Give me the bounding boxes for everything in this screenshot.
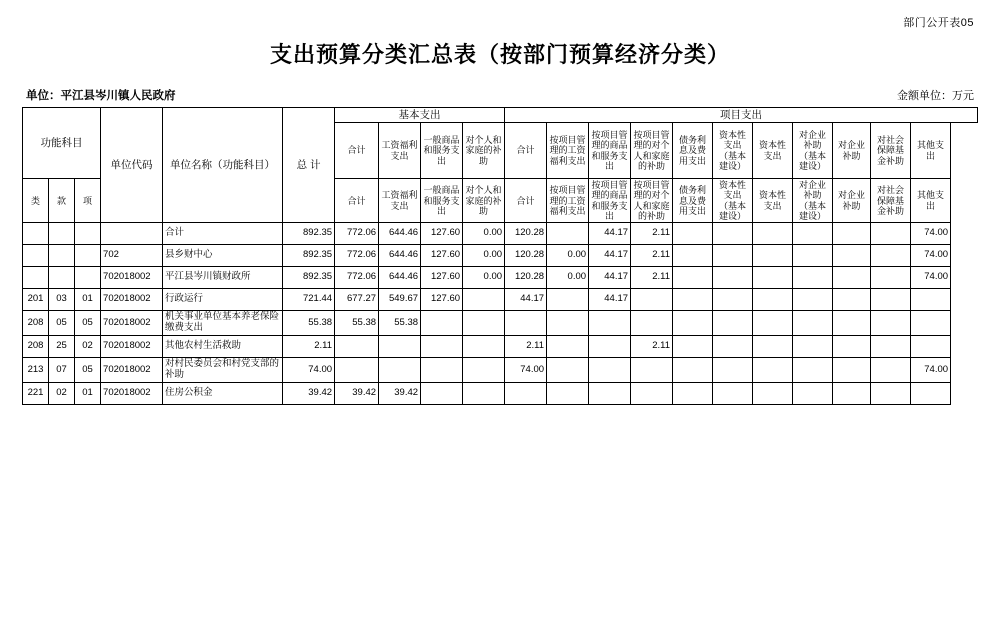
cell-kuan: 25 — [49, 336, 75, 358]
table-row — [23, 358, 978, 383]
cell-kuan: 03 — [49, 289, 75, 311]
cell-basic-salary-welfare: 644.46 — [379, 223, 421, 245]
cell-basic-personal-family: 0.00 — [463, 223, 505, 245]
cell-basic-goods-services: 127.60 — [421, 223, 463, 245]
amount-unit-label: 金额单位：万元 — [897, 90, 974, 102]
form-number-label: 部门公开表05 — [903, 17, 974, 29]
table-row — [23, 223, 978, 245]
header-project-enterprise-2: 对企业补助 — [833, 179, 871, 223]
table-body — [23, 223, 978, 405]
cell-project-personal-family: 2.11 — [631, 223, 673, 245]
cell-unit-code — [101, 223, 163, 245]
cell-xiang: 01 — [75, 383, 101, 405]
cell-project-salary-welfare — [547, 289, 589, 311]
cell-lei — [23, 223, 49, 245]
cell-total: 892.35 — [283, 245, 335, 267]
cell-unit-name: 合计 — [163, 223, 283, 245]
cell-basic-salary-welfare: 39.42 — [379, 383, 421, 405]
cell-kuan: 02 — [49, 383, 75, 405]
table-header-group-row — [23, 108, 978, 123]
cell-project-enterprise-basic — [793, 383, 833, 405]
header-project-debt-interest: 债务利息及费用支出 — [673, 123, 713, 179]
header-project-goods-services: 按项目管理的商品和服务支出 — [589, 123, 631, 179]
cell-project-capital-basic — [713, 336, 753, 358]
header-basic-salary-welfare: 工资福利支出 — [379, 123, 421, 179]
cell-project-total: 120.28 — [505, 223, 547, 245]
cell-basic-total: 772.06 — [335, 267, 379, 289]
cell-basic-salary-welfare — [379, 358, 421, 383]
cell-project-personal-family — [631, 311, 673, 336]
cell-project-total: 74.00 — [505, 358, 547, 383]
cell-project-social-security — [871, 358, 911, 383]
cell-project-salary-welfare: 0.00 — [547, 267, 589, 289]
cell-unit-code: 702018002 — [101, 336, 163, 358]
cell-project-salary-welfare — [547, 336, 589, 358]
cell-unit-name: 机关事业单位基本养老保险缴费支出 — [163, 311, 283, 336]
cell-basic-personal-family — [463, 358, 505, 383]
header-project-salary-welfare-2: 按项目管理的工资福利支出 — [547, 179, 589, 223]
budget-table — [22, 107, 978, 405]
cell-xiang — [75, 245, 101, 267]
cell-unit-name: 对村民委员会和村党支部的补助 — [163, 358, 283, 383]
cell-project-debt-interest — [673, 245, 713, 267]
cell-project-enterprise — [833, 289, 871, 311]
cell-project-total — [505, 311, 547, 336]
header-xiang: 项 — [75, 179, 101, 223]
cell-project-capital — [753, 383, 793, 405]
table-row — [23, 267, 978, 289]
header-function-subject: 功能科目 — [23, 108, 101, 179]
cell-project-debt-interest — [673, 267, 713, 289]
header-basic-expenditure: 基本支出 — [335, 108, 505, 123]
cell-project-other — [911, 311, 951, 336]
cell-project-salary-welfare — [547, 223, 589, 245]
header-project-other-2: 其他支出 — [911, 179, 951, 223]
cell-lei: 213 — [23, 358, 49, 383]
header-project-enterprise: 对企业补助 — [833, 123, 871, 179]
cell-project-enterprise-basic — [793, 289, 833, 311]
cell-project-enterprise — [833, 245, 871, 267]
header-basic-salary-welfare-2: 工资福利支出 — [379, 179, 421, 223]
cell-unit-code: 702 — [101, 245, 163, 267]
cell-project-enterprise-basic — [793, 245, 833, 267]
cell-project-personal-family: 2.11 — [631, 267, 673, 289]
cell-total: 55.38 — [283, 311, 335, 336]
cell-basic-total: 39.42 — [335, 383, 379, 405]
cell-basic-salary-welfare: 55.38 — [379, 311, 421, 336]
cell-kuan: 07 — [49, 358, 75, 383]
cell-basic-goods-services: 127.60 — [421, 289, 463, 311]
cell-project-salary-welfare — [547, 383, 589, 405]
cell-project-capital — [753, 311, 793, 336]
cell-unit-code: 702018002 — [101, 289, 163, 311]
cell-project-personal-family — [631, 289, 673, 311]
header-basic-personal-family-2: 对个人和家庭的补助 — [463, 179, 505, 223]
cell-project-enterprise-basic — [793, 358, 833, 383]
cell-xiang — [75, 223, 101, 245]
cell-project-enterprise — [833, 311, 871, 336]
cell-basic-total — [335, 358, 379, 383]
cell-project-other — [911, 289, 951, 311]
cell-project-social-security — [871, 289, 911, 311]
cell-lei: 208 — [23, 336, 49, 358]
cell-project-total: 2.11 — [505, 336, 547, 358]
table-row — [23, 245, 978, 267]
header-project-social-security: 对社会保障基金补助 — [871, 123, 911, 179]
header-basic-goods-services-2: 一般商品和服务支出 — [421, 179, 463, 223]
cell-project-total: 44.17 — [505, 289, 547, 311]
cell-unit-name: 平江县岑川镇财政所 — [163, 267, 283, 289]
cell-project-salary-welfare — [547, 358, 589, 383]
cell-lei — [23, 267, 49, 289]
cell-total: 74.00 — [283, 358, 335, 383]
cell-project-capital — [753, 223, 793, 245]
cell-basic-total — [335, 336, 379, 358]
cell-project-debt-interest — [673, 383, 713, 405]
cell-xiang: 02 — [75, 336, 101, 358]
cell-project-capital-basic — [713, 289, 753, 311]
cell-unit-code: 702018002 — [101, 267, 163, 289]
cell-project-enterprise — [833, 267, 871, 289]
header-total: 总 计 — [283, 108, 335, 223]
cell-basic-salary-welfare — [379, 336, 421, 358]
header-kuan: 款 — [49, 179, 75, 223]
unit-label: 单位：平江县岑川镇人民政府 — [26, 90, 176, 102]
cell-unit-name: 行政运行 — [163, 289, 283, 311]
cell-lei: 201 — [23, 289, 49, 311]
header-project-total-2: 合计 — [505, 179, 547, 223]
cell-project-goods-services: 44.17 — [589, 245, 631, 267]
cell-basic-personal-family — [463, 289, 505, 311]
cell-project-capital — [753, 336, 793, 358]
cell-basic-personal-family — [463, 311, 505, 336]
header-project-personal-family: 按项目管理的对个人和家庭的补助 — [631, 123, 673, 179]
cell-basic-total: 772.06 — [335, 223, 379, 245]
cell-total: 39.42 — [283, 383, 335, 405]
header-project-expenditure: 项目支出 — [505, 108, 978, 123]
cell-basic-goods-services: 127.60 — [421, 245, 463, 267]
cell-project-social-security — [871, 223, 911, 245]
header-project-capital-basic-2: 资本性支出（基本建设） — [713, 179, 753, 223]
cell-project-capital-basic — [713, 223, 753, 245]
cell-project-personal-family: 2.11 — [631, 245, 673, 267]
cell-kuan — [49, 267, 75, 289]
cell-project-goods-services — [589, 358, 631, 383]
cell-basic-goods-services — [421, 383, 463, 405]
cell-project-goods-services — [589, 336, 631, 358]
header-basic-personal-family: 对个人和家庭的补助 — [463, 123, 505, 179]
cell-project-capital-basic — [713, 383, 753, 405]
cell-project-enterprise — [833, 336, 871, 358]
cell-project-other — [911, 336, 951, 358]
header-basic-goods-services: 一般商品和服务支出 — [421, 123, 463, 179]
cell-basic-salary-welfare: 644.46 — [379, 245, 421, 267]
cell-project-debt-interest — [673, 336, 713, 358]
cell-kuan: 05 — [49, 311, 75, 336]
cell-project-other: 74.00 — [911, 267, 951, 289]
cell-project-capital-basic — [713, 358, 753, 383]
cell-total: 892.35 — [283, 223, 335, 245]
cell-project-social-security — [871, 336, 911, 358]
cell-project-capital — [753, 267, 793, 289]
cell-project-capital-basic — [713, 267, 753, 289]
cell-project-goods-services: 44.17 — [589, 223, 631, 245]
cell-project-enterprise-basic — [793, 311, 833, 336]
cell-project-personal-family: 2.11 — [631, 336, 673, 358]
cell-project-other: 74.00 — [911, 223, 951, 245]
cell-project-other — [911, 383, 951, 405]
cell-xiang: 01 — [75, 289, 101, 311]
cell-project-total — [505, 383, 547, 405]
cell-basic-goods-services — [421, 358, 463, 383]
cell-total: 892.35 — [283, 267, 335, 289]
cell-project-goods-services — [589, 383, 631, 405]
cell-project-enterprise-basic — [793, 267, 833, 289]
cell-project-goods-services — [589, 311, 631, 336]
cell-project-debt-interest — [673, 289, 713, 311]
cell-project-personal-family — [631, 383, 673, 405]
cell-project-debt-interest — [673, 358, 713, 383]
cell-kuan — [49, 245, 75, 267]
cell-project-enterprise-basic — [793, 223, 833, 245]
cell-project-other: 74.00 — [911, 245, 951, 267]
table-row — [23, 336, 978, 358]
cell-project-enterprise-basic — [793, 336, 833, 358]
cell-project-social-security — [871, 267, 911, 289]
header-project-salary-welfare: 按项目管理的工资福利支出 — [547, 123, 589, 179]
cell-total: 2.11 — [283, 336, 335, 358]
cell-xiang: 05 — [75, 358, 101, 383]
page-title: 支出预算分类汇总表（按部门预算经济分类） — [269, 42, 730, 67]
cell-project-capital — [753, 289, 793, 311]
header-project-capital-2: 资本性支出 — [753, 179, 793, 223]
cell-basic-total: 772.06 — [335, 245, 379, 267]
cell-lei — [23, 245, 49, 267]
cell-project-capital — [753, 245, 793, 267]
table-row — [23, 383, 978, 405]
cell-total: 721.44 — [283, 289, 335, 311]
cell-lei: 221 — [23, 383, 49, 405]
header-project-goods-services-2: 按项目管理的商品和服务支出 — [589, 179, 631, 223]
cell-basic-total: 55.38 — [335, 311, 379, 336]
header-unit-name: 单位名称（功能科目） — [163, 108, 283, 223]
cell-project-capital-basic — [713, 245, 753, 267]
cell-project-debt-interest — [673, 223, 713, 245]
cell-basic-personal-family — [463, 336, 505, 358]
header-unit-code: 单位代码 — [101, 108, 163, 223]
cell-project-total: 120.28 — [505, 245, 547, 267]
cell-kuan — [49, 223, 75, 245]
cell-basic-goods-services: 127.60 — [421, 267, 463, 289]
table-row — [23, 289, 978, 311]
cell-project-debt-interest — [673, 311, 713, 336]
cell-project-enterprise — [833, 223, 871, 245]
cell-lei: 208 — [23, 311, 49, 336]
cell-project-salary-welfare — [547, 311, 589, 336]
cell-xiang — [75, 267, 101, 289]
cell-project-enterprise — [833, 383, 871, 405]
cell-basic-salary-welfare: 549.67 — [379, 289, 421, 311]
cell-project-other: 74.00 — [911, 358, 951, 383]
cell-project-personal-family — [631, 358, 673, 383]
cell-basic-salary-welfare: 644.46 — [379, 267, 421, 289]
header-project-social-security-2: 对社会保障基金补助 — [871, 179, 911, 223]
cell-unit-name: 其他农村生活救助 — [163, 336, 283, 358]
cell-unit-code: 702018002 — [101, 311, 163, 336]
meta-row — [22, 87, 978, 107]
cell-basic-personal-family: 0.00 — [463, 245, 505, 267]
cell-basic-personal-family: 0.00 — [463, 267, 505, 289]
cell-project-social-security — [871, 383, 911, 405]
header-project-capital: 资本性支出 — [753, 123, 793, 179]
cell-xiang: 05 — [75, 311, 101, 336]
cell-basic-goods-services — [421, 311, 463, 336]
header-project-other: 其他支出 — [911, 123, 951, 179]
cell-basic-goods-services — [421, 336, 463, 358]
cell-project-social-security — [871, 245, 911, 267]
header-project-total: 合计 — [505, 123, 547, 179]
cell-project-social-security — [871, 311, 911, 336]
cell-project-capital-basic — [713, 311, 753, 336]
cell-unit-code: 702018002 — [101, 383, 163, 405]
header-project-enterprise-basic: 对企业补助（基本建设） — [793, 123, 833, 179]
cell-unit-name: 县乡财中心 — [163, 245, 283, 267]
header-project-debt-interest-2: 债务利息及费用支出 — [673, 179, 713, 223]
header-basic-total-2: 合计 — [335, 179, 379, 223]
cell-project-capital — [753, 358, 793, 383]
header-project-personal-family-2: 按项目管理的对个人和家庭的补助 — [631, 179, 673, 223]
cell-project-enterprise — [833, 358, 871, 383]
cell-project-total: 120.28 — [505, 267, 547, 289]
cell-basic-total: 677.27 — [335, 289, 379, 311]
header-lei: 类 — [23, 179, 49, 223]
header-basic-total: 合计 — [335, 123, 379, 179]
cell-unit-name: 住房公积金 — [163, 383, 283, 405]
cell-unit-code: 702018002 — [101, 358, 163, 383]
cell-project-goods-services: 44.17 — [589, 267, 631, 289]
cell-project-goods-services: 44.17 — [589, 289, 631, 311]
header-project-enterprise-basic-2: 对企业补助（基本建设） — [793, 179, 833, 223]
table-row — [23, 311, 978, 336]
header-project-capital-basic: 资本性支出（基本建设） — [713, 123, 753, 179]
cell-basic-personal-family — [463, 383, 505, 405]
cell-project-salary-welfare: 0.00 — [547, 245, 589, 267]
